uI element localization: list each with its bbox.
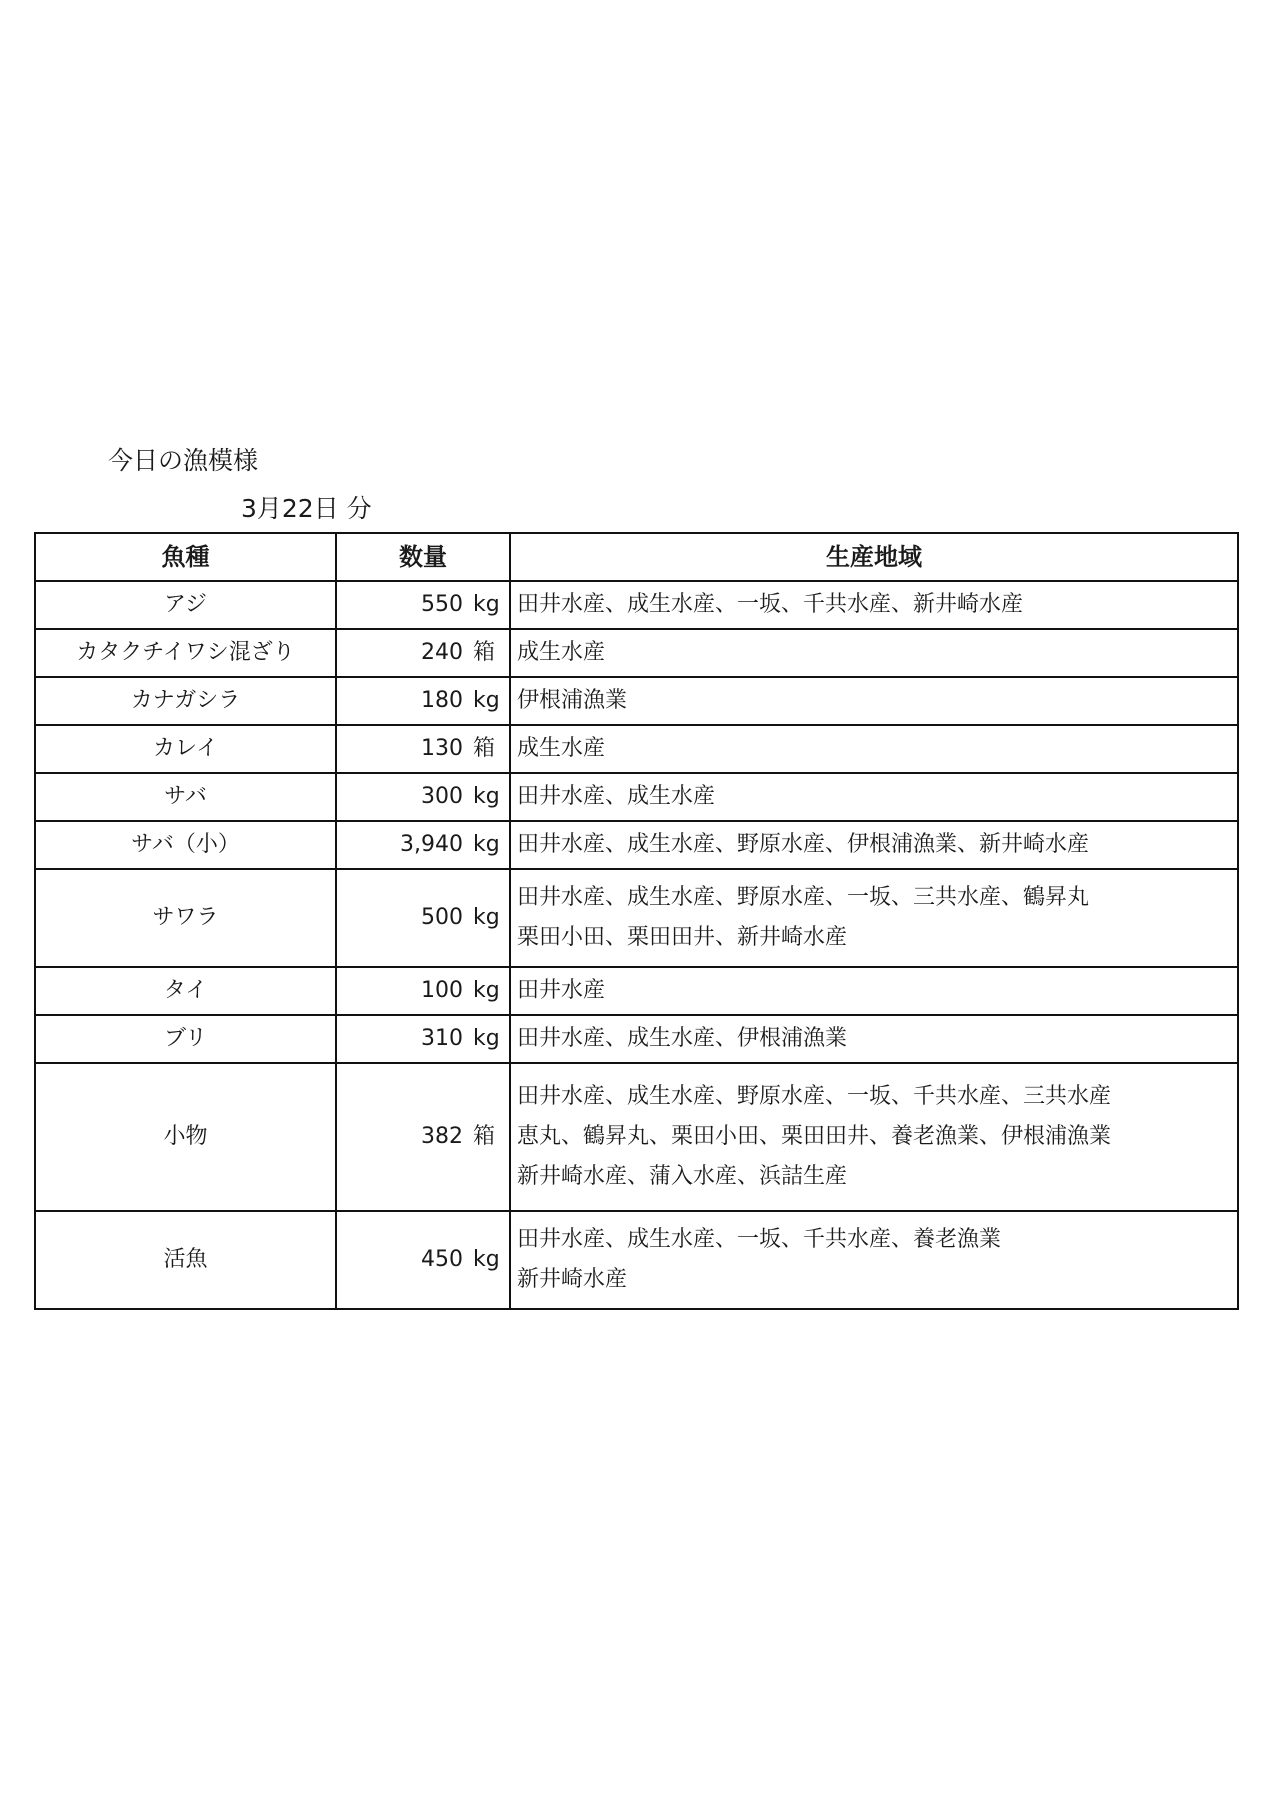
table-body: [35, 581, 1238, 1309]
table-row: [35, 581, 1238, 629]
table-row: [35, 1015, 1238, 1063]
species-cell: サワラ: [35, 869, 336, 967]
amount: 130: [421, 736, 463, 761]
unit: kg: [473, 592, 500, 617]
area-line: 田井水産、成生水産、野原水産、伊根浦漁業、新井崎水産: [517, 832, 1090, 857]
species-cell: 活魚: [35, 1211, 336, 1309]
quantity-cell: [336, 1063, 510, 1211]
area-line: 田井水産、成生水産、野原水産、一坂、千共水産、三共水産: [517, 1084, 1112, 1109]
amount: 100: [421, 978, 463, 1003]
catch-table: [34, 532, 1239, 1310]
area-cell: [510, 629, 1238, 677]
area-line: 伊根浦漁業: [517, 688, 628, 713]
amount: 550: [421, 592, 463, 617]
amount: 450: [421, 1247, 463, 1272]
quantity-cell: [336, 677, 510, 725]
quantity-cell: [336, 1211, 510, 1309]
unit: kg: [473, 978, 500, 1003]
table-row: [35, 967, 1238, 1015]
area-cell: [510, 1015, 1238, 1063]
amount: 310: [421, 1026, 463, 1051]
area-cell: [510, 821, 1238, 869]
species-cell: アジ: [35, 581, 336, 629]
table-row: [35, 869, 1238, 967]
area-cell: [510, 725, 1238, 773]
amount: 382: [421, 1124, 463, 1149]
area-cell: [510, 773, 1238, 821]
area-cell: [510, 967, 1238, 1015]
area-line: 新井崎水産: [517, 1267, 628, 1292]
header-species: 魚種: [35, 533, 336, 581]
quantity-cell: [336, 1015, 510, 1063]
area-line: 田井水産、成生水産、野原水産、一坂、三共水産、鶴昇丸: [517, 885, 1090, 910]
area-line: 田井水産、成生水産、一坂、千共水産、新井崎水産: [517, 592, 1024, 617]
quantity-cell: [336, 821, 510, 869]
area-line: 田井水産、成生水産、伊根浦漁業: [517, 1026, 848, 1051]
species-cell: サバ: [35, 773, 336, 821]
quantity-cell: [336, 725, 510, 773]
area-line: 恵丸、鶴昇丸、栗田小田、栗田田井、養老漁業、伊根浦漁業: [517, 1124, 1112, 1149]
amount: 180: [421, 688, 463, 713]
unit: kg: [473, 832, 500, 857]
table-row: [35, 725, 1238, 773]
table-row: [35, 773, 1238, 821]
area-cell: [510, 869, 1238, 967]
area-cell: [510, 1211, 1238, 1309]
area-cell: [510, 581, 1238, 629]
header-area: 生産地域: [510, 533, 1238, 581]
table-header-row: [35, 533, 1238, 581]
unit: 箱: [473, 1124, 496, 1149]
unit: kg: [473, 1026, 500, 1051]
quantity-cell: [336, 581, 510, 629]
area-cell: [510, 677, 1238, 725]
amount: 3,940: [400, 832, 463, 857]
table-row: [35, 821, 1238, 869]
species-cell: カナガシラ: [35, 677, 336, 725]
species-cell: ブリ: [35, 1015, 336, 1063]
table-row: [35, 677, 1238, 725]
area-line: 成生水産: [517, 736, 606, 761]
area-cell: [510, 1063, 1238, 1211]
header-quantity: 数量: [336, 533, 510, 581]
amount: 500: [421, 905, 463, 930]
area-line: 栗田小田、栗田田井、新井崎水産: [517, 925, 848, 950]
area-line: 田井水産、成生水産: [517, 784, 716, 809]
area-line: 田井水産: [517, 978, 606, 1003]
quantity-cell: [336, 869, 510, 967]
amount: 240: [421, 640, 463, 665]
area-line: 成生水産: [517, 640, 606, 665]
unit: kg: [473, 1247, 500, 1272]
area-line: 新井崎水産、蒲入水産、浜詰生産: [517, 1164, 848, 1189]
quantity-cell: [336, 773, 510, 821]
table-row: [35, 629, 1238, 677]
unit: kg: [473, 688, 500, 713]
species-cell: カレイ: [35, 725, 336, 773]
unit: kg: [473, 784, 500, 809]
species-cell: サバ（小）: [35, 821, 336, 869]
document-date: 3月22日 分: [241, 494, 372, 523]
area-line: 田井水産、成生水産、一坂、千共水産、養老漁業: [517, 1227, 1002, 1252]
unit: 箱: [473, 736, 496, 761]
species-cell: カタクチイワシ混ざり: [35, 629, 336, 677]
table-row: [35, 1211, 1238, 1309]
document-title: 今日の漁模様: [108, 446, 259, 475]
species-cell: タイ: [35, 967, 336, 1015]
amount: 300: [421, 784, 463, 809]
quantity-cell: [336, 629, 510, 677]
unit: kg: [473, 905, 500, 930]
table-row: [35, 1063, 1238, 1211]
quantity-cell: [336, 967, 510, 1015]
species-cell: 小物: [35, 1063, 336, 1211]
unit: 箱: [473, 640, 496, 665]
